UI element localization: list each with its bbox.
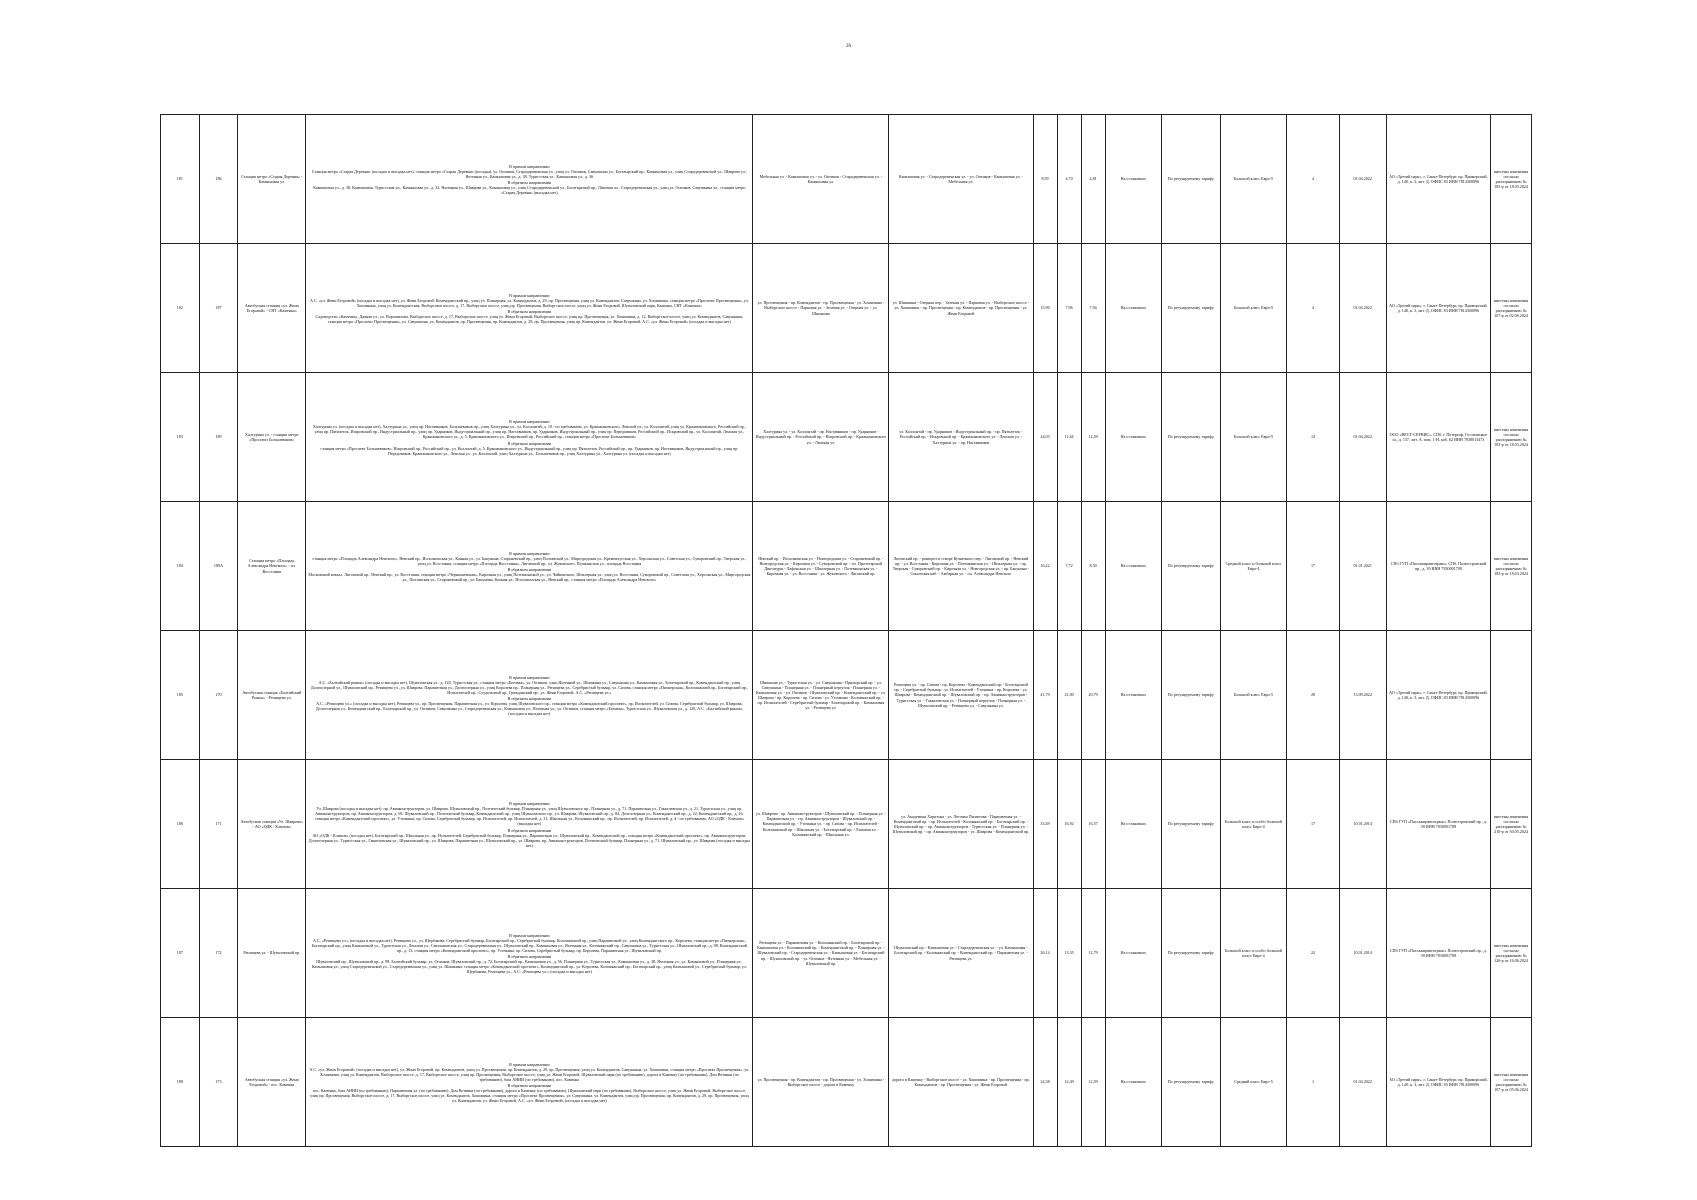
route-length-forward: 13,35 — [1057, 889, 1081, 1018]
stops-forward: станция метро «Площадь Александра Невского», Невский пр., Исполкомская ул., Конная ул., ул. Бакунина, Староневский пр., улиц Полтавской ул., Миргородская ул., Кременчугская ул., Херсонская ул., Советская ул., Суворовский пр., Тверская ул., улиц ул. Восстания, станция метро «Площадь Восстания», Лиговский пр., ул. Жуковского, Пушкинская ул., площадь Восстания — [312, 555, 747, 566]
stops-backward: станция метро «Проспект Большевиков», Искровский пр., Российский пр., ул. Коллонтай, д. 5, Кржижановского ул., Индустриальный пр., улиц пр. Пятилеток, Российский пр., пр. Ударников, пр. Наставников, Индустриальный пр., улиц пр. Передовиков, Кржижановского ул., Ленская ул., ул. Коллонтай, улиц Халтурина ул., Большевиков пр., улиц Халтурина ул., Халтурина ул. (посадка и высадка нет) — [320, 445, 739, 456]
streets-backward: ул. Коллонтай - пр. Ударников - Индустриальный пр. - пр. Пятилеток - Российский пр. - Искровский пр. - Кржижановского ул. - Ленская ул. - Халтурина ул. - пр. Наставников — [889, 373, 1033, 502]
row-number: 185 — [161, 631, 200, 760]
vehicle-count: 4 — [1287, 115, 1339, 244]
route-length-forward: 7,72 — [1057, 502, 1081, 631]
table-row — [161, 1018, 1532, 1147]
stops-forward: Халтурина ул. (посадка и высадка нет), Халтурина ул., улиц пр. Наставников, Большевиков пр., улиц Халтурина ул., ул. Коллонтай, д. 10 - по требованию, ул. Кржижановского, Ленской ул., ул. Коллонтай, улиц ул. Кржижановского, Российский пр., улиц пр. Пятилеток, Искровский пр., Индустриальный пр., улиц пр. Ударников, Индустриальный пр., улиц пр. Наставников, пр. Ударников, Индустриальный пр., улиц пр. Передовиков, Российский пр., Искровский пр., ул. Коллонтай, Ленская ул., Кржижановского ул., д. 5, Кржижановского ул., Искровский пр., Российский пр., станция метро «Проспект Большевиков» — [312, 424, 746, 440]
start-date: 01.04.2022 — [1339, 373, 1386, 502]
route-length-backward: 12,59 — [1081, 373, 1105, 502]
row-number: 184 — [161, 502, 200, 631]
vehicle-class: Большой класс и особо большой класс Евро-4 — [1220, 760, 1287, 889]
stops-forward: А.С. «Балтийский рынок» (посадка и высадка нет), Шуваловская ул., д. 120, Туристская ул., станция метро «Беговая», ул. Оптиков, улиц Яхтенной ул., Шишкина ул., Савушкина ул., Камышовая ул., Богатырский пр., Комендантский пр., улиц Долгоозерной ул., Шуваловский пр., Репищева ул., ул. Шаврова, Парашютная ул., Долгоозерная ул., улиц Королева пр., Планерная ул., Репищева ул., Серебристый бульвар, ул. Сизова, станция метро «Пионерская», Коломяжский пр., Богатырский пр., Испытателей пр., Суздальский пр., Гражданский пр., ул. Жени Егоровой, А.С. «Репищева ул.» — [310, 679, 748, 695]
tariff-type: По регулируемому тарифу — [1162, 1018, 1221, 1147]
route-number: 171 — [199, 760, 238, 889]
route-path — [306, 373, 753, 502]
route-number: 170 — [199, 631, 238, 760]
route-length-backward: 20,79 — [1081, 631, 1105, 760]
route-path — [306, 760, 753, 889]
streets-forward: Мебельная ул. - Камышовая ул. - ул. Оптиков - Стародеревенская ул. - Камышовая ул. — [753, 115, 889, 244]
route-number: 189А — [199, 502, 238, 631]
route-number: 173 — [199, 1018, 238, 1147]
direction-forward-label: В прямом направлении — [509, 292, 550, 298]
row-number: 188 — [161, 1018, 200, 1147]
direction-backward-label: В обратном направлении — [507, 309, 552, 314]
table-row — [161, 244, 1532, 373]
stop-order: На остановках — [1105, 631, 1161, 760]
carrier-info: АО «Третий парк», г. Санкт-Петербург, пр. Приморский, д. 140, к. 3, лит. Д, ОФИС 83 ИНН 7814300096 — [1386, 115, 1490, 244]
vehicle-count: 17 — [1287, 502, 1339, 631]
stops-backward: АО «ОДК - Климов» (посадка нет), Богатырский пр., Школьная ул., пр. Испытателей, Серебристый бульвар, Планерная ул., Парашютная ул., Шуваловский пр., Комендантский пр., станция метро «Комендантский проспект», пр. Авиаконструкторов, Долгоозерная ул., Туристская ул., Гаккелевская ул., Шуваловский пр., ул. Шаврова, Парашютная ул., Шуваловский пр., ул. Шаврова, пр. Авиаконструкторов, Поэтический бульвар, Планерная ул., д. 71, Шуваловский пр., ул. Шаврова (посадка и высадка нет) — [308, 832, 750, 848]
stop-order: На остановках — [1105, 373, 1161, 502]
start-date: 01.04.2022 — [1339, 115, 1386, 244]
route-name: Станция метро «Старая Деревня» - Камышовая ул. — [238, 115, 306, 244]
direction-forward-label: В прямом направлении — [509, 1061, 550, 1067]
start-date: 01.04.2022 — [1339, 244, 1386, 373]
stops-backward: Шуваловский пр., Шуваловский пр., д. 98, Балтийский бульвар, ул. Оптиков, Шуваловский пр., д. 72, Богатырский пр., Камышовая ул., д. 56, Планерная ул., Туристская ул., Камышовая ул., д. 38, Яхтенная ул., ул. Камышовой ул., Планерная ул., Камышовая ул., улиц Стародеревенской ул., Стародеревенская ул., улиц ул. Шишкина, станция метро «Комендантский проспект», Комендантский пр., ул. Королева, Коломяжский пр., Богатырский пр., улиц Камышовой ул., Серебристый бульвар, ул. Щербакова, Репищева ул., А.С. «Репищева ул.» (посадка и высадка нет) — [311, 959, 747, 975]
route-length-forward: 21,00 — [1057, 631, 1081, 760]
row-number: 187 — [161, 889, 200, 1018]
tariff-type: По регулируемому тарифу — [1162, 889, 1221, 1018]
carrier-info: СПб ГУП «Пассажиравтотранс» Полюстровский пр., д. 39 ИНН 7830001708 — [1386, 889, 1490, 1018]
routes-table — [160, 114, 1532, 1147]
vehicle-class: Большой класс Евро-5 — [1220, 244, 1287, 373]
streets-backward: Репищева ул. - пр. Сизова - пр. Королева - Комендантский пр. - Богатырский пр. - Серебристый бульвар - ул. Испытателей - Уточкина - пр. Королева - ул. Шаврова - Комендантский пр. - Шуваловский пр. - пр. Авиаконструкторов - Туристская ул. - Гаккелевская ул. - Планерный переулок - Планерная ул. - Шуваловский пр. - Репищева ул. - Савушкина ул. — [889, 631, 1033, 760]
streets-backward: Лиговский пр. - разворот в створе Кузнечного пер. - Лиговский пр. - Невский пр. - ул. Восстания - Кирочная ул. - Потемкинская ул. - Шпалерная ул. - пр. Тверская - Суворовский пр. - Кирочная ул. - Новгородская ул. - пр. Бакунина - Синопская наб. - Амбарная ул. - пл. Александра Невского — [889, 502, 1033, 631]
stop-order: На остановках — [1105, 115, 1161, 244]
vehicle-count: 4 — [1287, 244, 1339, 373]
streets-backward: ул. Академика Харитона - ул. Летчика Пилютова - Парашютная ул. - Комендантский пр. - пр. Испытателей - Коломяжский пр. - Богатырский пр. - Шуваловский пр. - пр. Авиаконструкторов - Туристская ул. - Планерная ул. - Шуваловский пр. - пр. Авиаконструкторов - ул. Шаврова - Комендантский пр. — [889, 760, 1033, 889]
streets-backward: дорога в Каменку - Выборгское шоссе - ул. Хошимина - пр. Просвещения - пр. Комендантов - пр. Просвещения - ул. Жени Егоровой — [889, 1018, 1033, 1147]
stops-backward: Московский вокзал, Лиговский пр., Невский пр., ул. Восстания, станция метро «Чернышевская», Кирочная ул., улиц Потемкинской ул., ул. Чайковского, Шпалерная ул., улиц ул. Восстания, Суворовский пр., Советская ул., Херсонская ул., Миргородская ул., Полтавская ул., Староневский пр., ул. Бакунина, Конная ул., Исполкомская ул., Невский пр., станция метро «Площадь Александра Невского» — [308, 572, 751, 583]
start-date: 01.01.2021 — [1339, 502, 1386, 631]
vehicle-class: Большой класс Евро-5 — [1220, 631, 1287, 760]
changes-note: внесены изменения согласно распоряжению № 183-р от 18.03.2024 — [1491, 502, 1532, 631]
route-length-total: 26,14 — [1033, 889, 1057, 1018]
row-number: 181 — [161, 115, 200, 244]
streets-backward: Камышовая ул. - Стародеревенская ул. - ул. Оптиков - Камышовая ул. - Мебельная ул. — [889, 115, 1033, 244]
start-date: 01.04.2022 — [1339, 1018, 1386, 1147]
tariff-type: По регулируемому тарифу — [1162, 373, 1221, 502]
route-path — [306, 889, 753, 1018]
route-number: 189 — [199, 373, 238, 502]
page-number: 26 — [846, 44, 851, 49]
stop-order: На остановках — [1105, 244, 1161, 373]
stop-order: На остановках — [1105, 502, 1161, 631]
route-name: Халтурина ул. - станция метро «Проспект Большевиков» — [238, 373, 306, 502]
direction-backward-label: В обратном направлении — [507, 1083, 552, 1088]
route-name: Автобусная станция «ул. Жени Егоровой» - пос. Каменка — [238, 1018, 306, 1147]
route-length-backward: 12,59 — [1081, 1018, 1105, 1147]
route-path — [306, 1018, 753, 1147]
table-row — [161, 115, 1532, 244]
direction-backward-label: В обратном направлении — [507, 440, 552, 446]
vehicle-count: 1 — [1287, 1018, 1339, 1147]
carrier-info: СПб ГУП «Пассажиравтотранс» Полюстровский пр., д. 39 ИНН 7830001708 — [1386, 760, 1490, 889]
direction-forward-label: В прямом направлении — [509, 419, 550, 425]
route-path — [306, 631, 753, 760]
route-length-total: 15,90 — [1033, 244, 1057, 373]
row-number: 186 — [161, 760, 200, 889]
stops-forward: А.С. «ул. Жени Егоровой» (посадка и высадка нет), ул. Жени Егоровой, пр. Комендантов, улиц ул. Просвещения, пр. Комендантов, д. 29, пр. Просвещения, улиц ул. Комендантов, Савушкина, ул. Хошимина, станция метро «Проспект Просвещения», ул. Хошимина, улиц ул. Комендантов, Выборгское шоссе, д. 17, Выборгское шоссе, улиц пр. Просвещения, Выборгское шоссе, улиц ул. Жени Егоровой, Шуваловский парк (по требованию), дорога в Каменку (по требованию), Дом Ветвина (по требованию), база АНИИ (по требованию), пос. Каменка — [309, 1066, 750, 1082]
route-length-total: 16,22 — [1033, 502, 1057, 631]
tariff-type: По регулируемому тарифу — [1162, 244, 1221, 373]
route-path — [306, 502, 753, 631]
stops-forward: А.С. «Репищева ул.» (посадка и высадка нет), Репищева ул., ул. Щербакова, Серебристый бульвар, Богатырский пр., Серебристый бульвар, Коломяжский пр., улиц Парашютной ул., улиц Комендантского пр., Королева, станция метро «Пионерская», Богатырский пр., улиц Камышовой ул., Туристская ул., Ленская ул., Светлановская ул., Стародеревенская ул., Шуваловский пр., Камышовая ул., Яхтенная ул., Коломяжский пр., Савушкина ул., Туристская ул., Шуваловский пр., д. 98, Комендантский пр., д. 13, станция метро «Комендантский проспект», пр. Уточкина, пр. Сизова, Серебристый бульвар, пр. Королева, Парашютная ул., Шуваловский пр. — [311, 937, 748, 953]
carrier-info: ООО «ВЕСТ-СЕРВИС», СПб, г. Петергоф, Гостилицкое ш., д. 137, лит. А, пом. 1-Н, каб. 62 ИНН 7838013473 — [1386, 373, 1490, 502]
route-number: 187 — [199, 244, 238, 373]
route-length-backward: 16,57 — [1081, 760, 1105, 889]
row-number: 183 — [161, 373, 200, 502]
tariff-type: По регулируемому тарифу — [1162, 502, 1221, 631]
vehicle-class: Большой класс и особо большой класс Евро-4 — [1220, 889, 1287, 1018]
direction-forward-label: В прямом направлении — [509, 932, 550, 938]
direction-forward-label: В прямом направлении — [509, 163, 550, 169]
vehicle-count: 17 — [1287, 760, 1339, 889]
route-name: Репищева ул. - Шуваловский пр. — [238, 889, 306, 1018]
carrier-info: АО «Третий парк», г. Санкт-Петербург, пр. Приморский, д. 140, к. 3, лит. Д, ОФИС 83 ИНН 7814300096 — [1386, 244, 1490, 373]
vehicle-count: 28 — [1287, 631, 1339, 760]
vehicle-count: 14 — [1287, 373, 1339, 502]
stops-forward: Станция метро «Старая Деревня» (посадка и высадка нет), станция метро «Старая Деревня» (посадка), ул. Оптиков, Стародеревенская ул., улиц ул. Оптиков, Савушкина ул., Богатырский пр., Камышовая ул., улиц Стародеревенской ул., Шаврова ул., Яхтенная ул., Камышовая ул., д. 38, Туристская ул., Камышовая ул., д. 36 — [311, 168, 747, 179]
stops-backward: А.С. «Репищева ул.» (посадка и высадка нет), Репищева ул., пр. Просвещения, Парашютная ул., ул. Королева, улиц Шуваловского пр., станция метро «Комендантский проспект», пр. Испытателей, ул. Сизова, Серебристый бульвар, ул. Шаврова, Долгоозерная ул., Комендантский пр., Богатырский пр., ул. Оптиков, Савушкина ул., Стародеревенская ул., Камышовая ул., Яхтенная ул., ул. Оптиков, станция метро «Беговая», Туристская ул., Шуваловская ул., д. 120, А.С. «Балтийский рынок» (посадка и высадка нет) — [315, 701, 743, 717]
route-length-forward: 16,92 — [1057, 760, 1081, 889]
carrier-info: СПб ГУП «Пассажиравтотранс» СПб, Полюстровский пр., д. 39 ИНН 7830001708 — [1386, 502, 1490, 631]
start-date: 10.01.2014 — [1339, 889, 1386, 1018]
direction-backward-label: В обратном направлении — [507, 567, 552, 572]
stop-order: На остановках — [1105, 889, 1161, 1018]
table-row — [161, 373, 1532, 502]
route-length-total: 8,59 — [1033, 115, 1057, 244]
streets-backward: ул. Шишкина - Озерная пер. - Зеленая ул. - Парковая ул. - Выборгское шоссе - ул. Хошимина - пр. Просвещения - пр. Комендантов - пр. Просвещения - ул. Жени Егоровой — [889, 244, 1033, 373]
changes-note: внесены изменения согласно распоряжению № 107-р от 02.06.2024 — [1491, 244, 1532, 373]
streets-forward: Репищева ул. - Парашютная ул. - Коломяжский пр. - Богатырский пр. - Камышовая ул. - Коломяжский пр. - Комендантский пр. - Планерная ул. - Шуваловский пр. - Стародеревенская ул. - Камышовая ул. - Богатырский пр. - Шуваловский пр. - ул. Оптиков - Яхтенная ул. - Мебельная ул. - Шуваловский пр. — [753, 889, 889, 1018]
route-length-forward: 7,96 — [1057, 244, 1081, 373]
route-length-forward: 12,49 — [1057, 1018, 1081, 1147]
streets-forward: ул. Просвещения - пр. Комендантов - пр. Просвещения - ул. Хошимина - Выборгское шоссе - Парковая ул. - Зеленая ул. - Озерная ул. - ул. Шишкина — [753, 244, 889, 373]
table-row — [161, 502, 1532, 631]
changes-note: внесены изменения согласно распоряжению № 210-р от 30.05.2024 — [1491, 760, 1532, 889]
stops-backward: Садоводство «Каменка», Дачная ул., ул. Ворошилова, Выборгское шоссе, д. 17, Выборгское шоссе, улиц ул. Жени Егоровой, Выборгское шоссе, улиц пр. Просвещения, ул. Хошимина, д. 12, Выборгское шоссе, улиц ул. Комендантов, Савушкина, станция метро «Проспект Просвещения», ул. Савушкина, ул. Комендантов, пр. Просвещения, пр. Комендантов, д. 29, пр. Просвещения, улиц пр. Комендантов, ул. Жени Егоровой, А.С. «ул. Жени Егоровой» (посадка и высадка нет) — [315, 314, 744, 325]
stop-order: На остановках — [1105, 1018, 1161, 1147]
route-name: Автобусная станция «Балтийский Рынок» - Репищева ул. — [238, 631, 306, 760]
direction-backward-label: В обратном направлении — [507, 180, 552, 185]
route-length-total: 24,03 — [1033, 373, 1057, 502]
direction-backward-label: В обратном направлении — [507, 827, 552, 833]
carrier-info: АО «Третий парк», г. Санкт-Петербург, пр. Приморский, д. 140, к. 3, лит. Д, ОФИС 83 ИНН 7814300096 — [1386, 1018, 1490, 1147]
direction-forward-label: В прямом направлении — [509, 801, 550, 807]
vehicle-count: 22 — [1287, 889, 1339, 1018]
route-length-total: 33,49 — [1033, 760, 1057, 889]
route-name: Автобусная станция «Ул. Шаврова» - АО «ОДК - Климов» — [238, 760, 306, 889]
changes-note: внесены изменения согласно распоряжению № 183-р от 18.03.2024 — [1491, 373, 1532, 502]
streets-forward: ул. Просвещения - пр. Комендантов - пр. Просвещения - ул. Хошимина - Выборгское шоссе - дорога в Каменку — [753, 1018, 889, 1147]
direction-forward-label: В прямом направлении — [509, 550, 550, 556]
start-date: 10.01.2014 — [1339, 760, 1386, 889]
changes-note: внесены изменения согласно распоряжению № 126-р от 16.06.2024 — [1491, 889, 1532, 1018]
stops-forward: Ул. Шаврова (посадка и высадка нет), пр. Авиаконструкторов, ул. Шаврова, Шуваловский пр., Поэтический бульвар, Планерная ул., улиц Шуваловского пр., Планерная ул., д. 71, Парашютная ул., Гаккелевская ул., д. 21, Туристская ул., улиц пр. Авиаконструкторов, пр. Авиаконструкторов, д. 69, Шуваловский пр., Поэтический бульвар, Комендантский пр., улиц Шуваловского пр., ул. Шаврова, Шуваловский пр., д. 84, Долгоозерная ул., Комендантский пр., д. 22, Комендантский пр., д. 16, станция метро «Комендантский проспект», ул. Уточкина, пр. Сизова, Серебристый бульвар, пр. Испытателей, пр. Испытателей, д. 31, Школьная ул., Коломяжский пр., пр. Испытателей, пр. Испытателей, д. 4 - по требованию, АО «ОДК - Климов» (высадка нет) — [314, 806, 744, 827]
carrier-info: АО «Третий парк», г. Санкт-Петербург, пр. Приморский, д. 140, к. 3, лит. Д, ОФИС 83 ИНН 7814300096 — [1386, 631, 1490, 760]
streets-forward: Халтурина ул. - ул. Коллонтай - пр. Наставников - пр. Ударников - Индустриальный пр. - Российский пр. - Искровский пр. - Кржижановского ул. - Ленская ул. — [753, 373, 889, 502]
vehicle-class: Средний класс Евро-5 — [1220, 1018, 1287, 1147]
route-name: Станция метро «Площадь Александра Невского» - пл. Восстания — [238, 502, 306, 631]
stops-backward: Камышовая ул., д. 38, Камышовая, Туристская ул., Камышовая ул., д. 32, Яхтенная ул., Шаврова ул., Камышовая ул., улиц Стародеревенской ул., Богатырский пр., Липовая ал., Стародеревенская ул., улиц ул. Оптиков, Савушкина ул., станция метро «Старая Деревня» (высадка нет) — [313, 185, 746, 196]
route-length-backward: 7,94 — [1081, 244, 1105, 373]
route-length-total: 41,79 — [1033, 631, 1057, 760]
direction-backward-label: В обратном направлении — [507, 696, 552, 701]
vehicle-class: Большой класс Евро-5 — [1220, 115, 1287, 244]
table-row — [161, 631, 1532, 760]
direction-backward-label: В обратном направлении — [507, 954, 552, 959]
vehicle-class: Средний класс и большой класс Евро-4 — [1220, 502, 1287, 631]
route-name: Автобусная станция «ул. Жени Егоровой» - СНТ «Каменка» — [238, 244, 306, 373]
route-length-total: 24,38 — [1033, 1018, 1057, 1147]
tariff-type: По регулируемому тарифу — [1162, 115, 1221, 244]
route-path — [306, 244, 753, 373]
changes-note — [1491, 631, 1532, 760]
route-length-backward: 4,81 — [1081, 115, 1105, 244]
table-row — [161, 889, 1532, 1018]
start-date: 13.09.2022 — [1339, 631, 1386, 760]
tariff-type: По регулируемому тарифу — [1162, 631, 1221, 760]
route-path — [306, 115, 753, 244]
route-length-backward: 12,79 — [1081, 889, 1105, 1018]
streets-forward: Невский пр. - Исполкомская ул. - Новгородская ул. - Староневский пр. - Новгородская ул. - Кирочная ул. - Суворовский пр. - пл. Пролетарской Диктатуры - Лафонская ул. - Шпалерная ул. - Потемкинская ул. - Кирочная ул. - ул. Восстания - ул. Жуковского - Лиговский пр. — [753, 502, 889, 631]
changes-note: внесены изменения согласно распоряжению № 183-р от 18.03.2024 — [1491, 115, 1532, 244]
table-row — [161, 760, 1532, 889]
stops-forward: А.С. «ул. Жени Егоровой» (посадка и высадка нет), ул. Жени Егоровой, Комендантский пр., улиц ул. Планерная, ул. Комендантов, д. 29, пр. Просвещения, улиц ул. Комендантов, Савушкина, ул. Хошимина, станция метро «Проспект Просвещения», ул. Хошимина, улиц ул. Комендантская, Выборгское шоссе, д. 17, Выборгское шоссе, улиц пр. Просвещения, Выборгское шоссе, улиц ул. Жени Егоровой, Шуваловский парк, Каменка, СНТ «Каменка» — [309, 297, 749, 308]
streets-backward: Шуваловский пр. - Камышовая ул. - Стародеревенская ул. - ул. Камышовая - Богатырский пр. - Коломяжский пр. - Комендантский пр. - Парашютная ул. - Репищева ул. — [889, 889, 1033, 1018]
route-length-forward: 4,70 — [1057, 115, 1081, 244]
route-length-backward: 8,50 — [1081, 502, 1105, 631]
route-number: 172 — [199, 889, 238, 1018]
stop-order: На остановках — [1105, 760, 1161, 889]
vehicle-class: Большой класс Евро-5 — [1220, 373, 1287, 502]
streets-forward: ул. Шаврова - пр. Авиаконструкторов - Шуваловский пр. - Планерная ул. - Парашютная ул. - пр. Авиаконструкторов - Шуваловский пр. - Комендантский пр. - Уточкина ул. - пр. Сизова - пр. Испытателей - Коломяжский пр. - Школьная ул. - Богатырский пр. - Липовая ал. - Коломяжский пр. - Школьная ул. — [753, 760, 889, 889]
row-number: 182 — [161, 244, 200, 373]
changes-note: внесены изменения согласно распоряжению № 107-р от 05.06.2024 — [1491, 1018, 1532, 1147]
route-number: 186 — [199, 115, 238, 244]
stops-backward: пос. Каменка, база АНИИ (по требованию), Парашютная ул. (по требованию), Дом Ветвина (по требованию), дорога в Каменку (по требованию), Шуваловский парк (по требованию), Выборгское шоссе, улиц ул. Жени Егоровой, Выборгское шоссе, улиц пр. Просвещения, Выборгское шоссе, д. 17, Выборгское шоссе, улиц ул. Комендантов, Хошимина, станция метро «Проспект Просвещения», ул. Савушкина, ул. Комендантов, улиц пр. Просвещения, пр. Комендантов, д. 29, пр. Просвещения, улиц ул. Комендантов, ул. Жени Егоровой, А.С. «ул. Жени Егоровой» (посадка и высадка нет) — [309, 1088, 749, 1104]
route-length-forward: 11,44 — [1057, 373, 1081, 502]
streets-forward: Шишкина ул. - Туристская ул. - ул. Савушкина - Приморский пр. - ул. Савушкина - Планерная ул. - Планерный переулок - Планерная ул. - Камышовая ул. - ул. Оптиков - Шуваловский пр. - Комендантский пр. - ул. Шаврова - пр. Королева - пр. Сизова - ул. Уточкина - Коломяжский пр. - пр. Испытателей - Серебристый бульвар - Богатырский пр. - Камышовая ул. - Репищева ул. — [753, 631, 889, 760]
tariff-type: По регулируемому тарифу — [1162, 760, 1221, 889]
direction-forward-label: В прямом направлении — [509, 674, 550, 680]
